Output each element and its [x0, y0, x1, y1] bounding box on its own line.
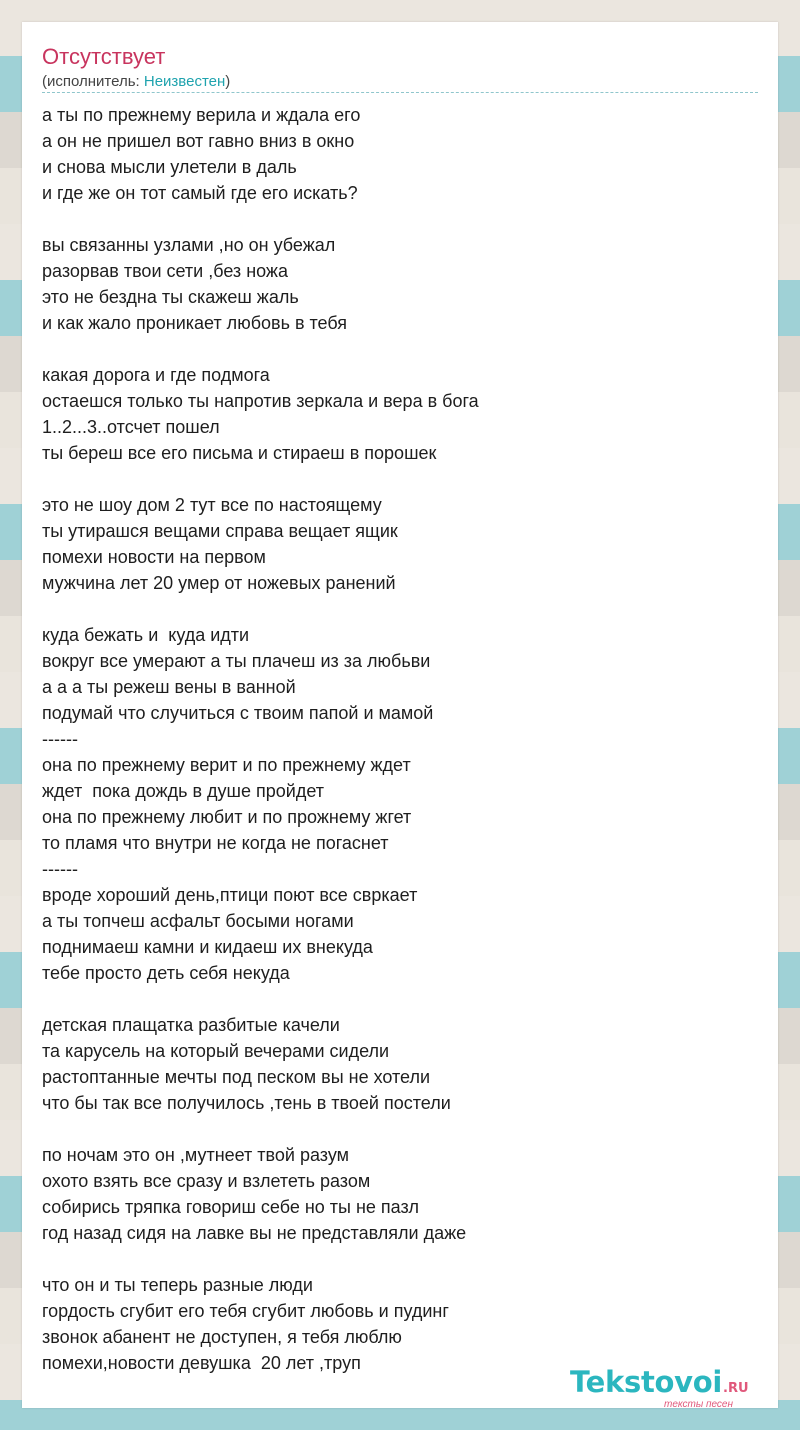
lyric-line: остаешся только ты напротив зеркала и вера в бога [42, 391, 479, 411]
lyric-line: а ты топчеш асфальт босыми ногами [42, 911, 354, 931]
lyric-line: и как жало проникает любовь в тебя [42, 313, 348, 333]
lyric-line: а а а ты режеш вены в ванной [42, 677, 296, 697]
lyrics-card [22, 22, 778, 1408]
lyric-line: ------ [42, 729, 78, 749]
lyric-line: мужчина лет 20 умер от ножевых ранений [42, 573, 396, 593]
lyric-line: ты утирашся вещами справа вещает ящик [42, 521, 398, 541]
artist-line [42, 73, 230, 91]
lyric-line [42, 1116, 758, 1142]
lyric-line: растоптанные мечты под песком вы не хотели [42, 1067, 431, 1087]
lyric-line: какая дорога и где подмога [42, 365, 270, 385]
lyric-line: то пламя что внутри не когда не погаснет [42, 833, 389, 853]
lyric-line: помехи новости на первом [42, 547, 266, 567]
lyric-line [42, 1246, 758, 1272]
lyric-line: 1..2...3..отсчет пошел [42, 417, 220, 437]
lyric-line: разорвав твои сети ,без ножа [42, 261, 288, 281]
lyric-line: гордость сгубит его тебя сгубит любовь и пудинг [42, 1301, 449, 1321]
lyric-line: детская плащатка разбитые качели [42, 1015, 340, 1035]
lyric-line: ждет пока дождь в душе пройдет [42, 781, 324, 801]
lyric-line [42, 986, 758, 1012]
lyric-line: звонок абанент не доступен, я тебя люблю [42, 1327, 402, 1347]
lyric-line [42, 336, 758, 362]
lyric-line: вы связанны узлами ,но он убежал [42, 235, 336, 255]
lyric-line: а ты по прежнему верила и ждала его [42, 105, 361, 125]
lyric-line [42, 596, 758, 622]
lyric-line: охото взять все сразу и взлететь разом [42, 1171, 371, 1191]
lyric-line: по ночам это он ,мутнеет твой разум [42, 1145, 350, 1165]
logo-tagline: тексты песен [664, 1399, 733, 1410]
lyric-line: она по прежнему верит и по прежнему ждет [42, 755, 411, 775]
lyric-line: что бы так все получилось ,тень в твоей постели [42, 1093, 451, 1113]
lyric-line: это не шоу дом 2 тут все по настоящему [42, 495, 382, 515]
lyric-line: помехи,новости девушка 20 лет ,труп [42, 1353, 361, 1373]
lyric-line: ------ [42, 859, 78, 879]
artist-prefix: (исполнитель: [42, 73, 144, 90]
lyric-line: и снова мысли улетели в даль [42, 157, 297, 177]
lyric-line: поднимаеш камни и кидаеш их внекуда [42, 937, 373, 957]
lyric-line: собирись тряпка говориш себе но ты не пазл [42, 1197, 420, 1217]
lyric-line [42, 206, 758, 232]
lyric-line: это не бездна ты скажеш жаль [42, 287, 299, 307]
site-logo[interactable] [570, 1365, 780, 1413]
lyric-line: она по прежнему любит и по прожнему жгет [42, 807, 412, 827]
lyric-line: ты береш все его письма и стираеш в порошек [42, 443, 437, 463]
lyric-line: тебе просто деть себя некуда [42, 963, 290, 983]
lyric-line: а он не пришел вот гавно вниз в окно [42, 131, 355, 151]
lyric-line: что он и ты теперь разные люди [42, 1275, 313, 1295]
lyric-line: вроде хороший день,птици поют все свркает [42, 885, 418, 905]
lyric-line [42, 466, 758, 492]
lyric-line: и где же он тот самый где его искать? [42, 183, 358, 203]
logo-tld: .RU [723, 1381, 749, 1396]
lyric-line: та карусель на который вечерами сидели [42, 1041, 390, 1061]
lyric-line: подумай что случиться с твоим папой и мамой [42, 703, 434, 723]
lyric-line: год назад сидя на лавке вы не представляли даже [42, 1223, 467, 1243]
artist-link[interactable]: Неизвестен [143, 73, 226, 90]
artist-suffix: ) [225, 73, 231, 90]
lyrics-text [42, 102, 758, 1376]
logo-name: Tekstovoi [570, 1365, 722, 1399]
lyric-line: вокруг все умерают а ты плачеш из за любьви [42, 651, 431, 671]
title-divider [42, 92, 758, 93]
song-title: Отсутствует [42, 44, 166, 69]
lyric-line: куда бежать и куда идти [42, 625, 250, 645]
